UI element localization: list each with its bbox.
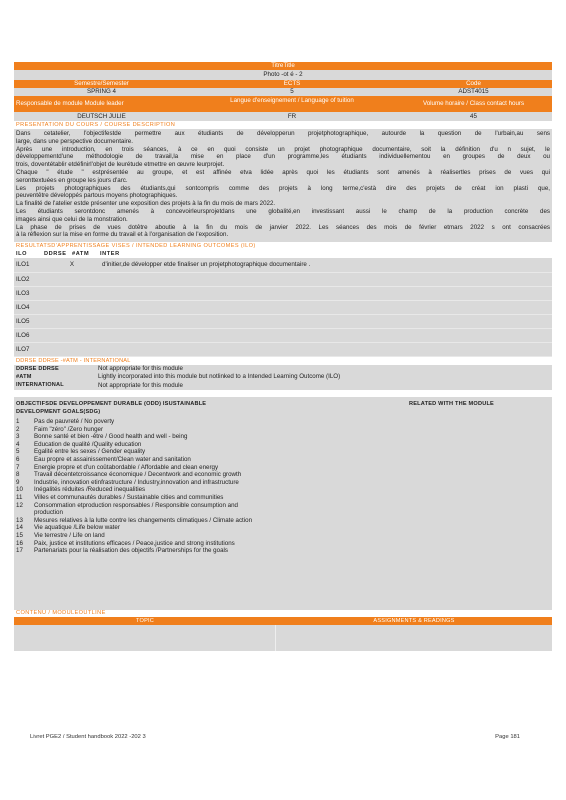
presentation-line: Chaque " étude " estprésentée au groupe, et est affinée etva lidée après quoi les étudiants sont amenés à réalisertles prises de vues qui [16,168,550,176]
col-ddrse: DDRSE [44,251,67,257]
presentation-line: images ainsi que celui de la monstration. [16,215,128,223]
sdg-text: Travail décentetcroissance économique / Decentwork and economic growth [34,471,242,479]
sdg-text: Vie terrestre / Life on land [34,531,105,539]
ilo-mark [42,273,102,286]
sdg-item [16,524,550,532]
sdg-item [16,426,550,434]
ilo-mark [42,315,102,328]
sdg-item [16,532,550,540]
sdg-number: 16 [16,539,23,547]
outline-body-row [14,625,552,651]
sdg-number: 9 [16,478,20,486]
ilo-columns-row [14,250,552,258]
sdg-item [16,509,550,517]
code-value: ADST4015 [458,88,489,95]
ects-value: 5 [290,88,294,95]
sdg-text: Energie propre et d'un coûtabordable / Affordable and clean energy [34,463,219,471]
sdg-item [16,517,550,525]
sdg-number: 5 [16,448,20,456]
presentation-line: large, dans une perspective documentaire. [16,137,133,145]
ilo-code: ILO5 [16,318,30,325]
ilo-text [102,329,552,342]
presentation-line: à la réflexion sur la mise en forme du travail et à l'organisation de l'exposition. [16,231,229,239]
ilo-row [14,273,552,287]
ilo-code: ILO7 [16,346,30,353]
ilo-mark [42,343,102,356]
ilo-table [14,258,552,357]
sdg-text: Consommation etproduction responsables / Responsible consumption and [34,501,238,509]
ilo-code: ILO1 [16,261,30,268]
col-inter: INTER [100,251,120,257]
footer-handbook: Livret PGE2 / Student handbook 2022 -202 3 [30,734,146,740]
ilo-text [102,273,552,286]
sdg-number: 7 [16,463,20,471]
sdg-number: 15 [16,531,23,539]
ddrse-label: DDRSE DDRSE [16,366,59,372]
ilo-row [14,315,552,329]
ilo-mark [42,329,102,342]
presentation-text [14,129,552,242]
volume-value: 45 [470,113,477,120]
sdg-number: 1 [16,418,20,425]
sdg-number: 13 [16,516,23,524]
subtitle-row [14,70,552,80]
sdg-item [16,471,550,479]
sdg-item [16,479,550,487]
sdg-item [16,464,550,472]
presentation-line: trois, doventétablir etdéfinirl'objet de leurétude etmettre en œuvre leurprojet. [16,161,225,169]
results-heading: RESULTATSD'APPRENTISSAGE VISES / INTENDED LEARNING OUTCOMES (ILO) [14,242,552,250]
sdg-text: Vie aquatique /Life below water [34,524,120,532]
sdg-text: Bonne santé et bien -être / Good health and well - being [34,433,188,441]
volume-label: Volume horaire / Class contact hours [422,100,525,107]
responsable-label: Responsable de module Module leader [16,100,124,107]
sdg-heading [16,400,206,416]
sdg-number [16,509,34,517]
outline-header-row [14,617,552,625]
sdg-number: 6 [16,455,20,463]
sdg-text: Industrie, innovation etinfrastructure / Industry,innovation and infrastructure [34,478,239,486]
spacer [14,390,552,397]
title-row [14,62,552,70]
footer-page-number: Page 181 [495,734,520,740]
assignments-label: ASSIGNMENTS & READINGS [373,618,455,624]
sdg-text: Partenariats pour la réalisation des objectifs /Partnerships for the goals [34,547,228,555]
ilo-row [14,287,552,301]
semester-value: SPRING 4 [87,88,116,95]
presentation-line: Dans cetatelier, l'objectifestde permettre aux étudiants de développerun projetphotographique, autourde la question de l'urbain,au sens [16,130,550,137]
sdg-number: 14 [16,524,23,532]
ddrse-label: INTERNATIONAL [16,382,64,388]
ddrse-table [14,365,552,390]
ilo-mark [42,287,102,300]
sdg-number: 11 [16,493,23,501]
presentation-heading: PRESENTATION DU COURS / COURSE DESCRIPTION [14,121,552,129]
sdg-item [16,502,550,510]
col-ilo: ILO [16,251,28,257]
ilo-text: d'initier,de développer etde finaliser un projetphotographique documentaire . [102,261,311,268]
ddrse-text: Not appropriate for this module [98,365,183,372]
sdg-text: Pas de pauvreté / No poverty [34,418,115,425]
course-subtitle: Photo -ot é - 2 [263,71,303,78]
staff-header-row [14,96,552,112]
staff-value-row [14,112,552,121]
sdg-text: Mesures relatives à la lutte contre les changements climatiques / Climate action [34,516,253,524]
sdg-item [16,456,550,464]
assignments-cell [276,625,552,651]
ects-label: ECTS [283,80,301,87]
ilo-code: ILO3 [16,290,30,297]
ilo-code: ILO6 [16,332,30,339]
sdg-text: Inégalités réduites /Reduced inequalities [34,486,146,494]
presentation-line: Les projets photographiques des étudiants,qui sontcompris comme des projets à long terme,c'està dire des projets de créat ion plasti que, [16,184,550,192]
ilo-text [102,301,552,314]
ilo-row [14,258,552,273]
sdg-item [16,486,550,494]
ilo-text [102,315,552,328]
presentation-line: peuventêtre développés partous moyens photographiques. [16,192,178,200]
sdg-related-heading: RELATED WITH THE MODULE [409,401,494,407]
sdg-heading-line2: DEVELOPMENT GOALS(SDG) [16,409,101,415]
sdg-text: production [34,509,63,517]
sdg-text: Faim "zéro" /Zero hunger [34,425,104,433]
language-value: FR [287,113,297,120]
ddrse-heading: DDRSE DDRSE -#ATM - INTERNATIONAL [14,357,552,365]
sdg-item [16,433,550,441]
presentation-line: Après une introduction, en trois séances, à ce en quoi consiste un projet photographique documentaire, soit la définition d'u n sujet, le [16,145,550,153]
sdg-table [14,397,552,610]
course-title: TitreTitle [271,62,295,69]
ddrse-row [14,365,552,373]
ilo-mark [42,301,102,314]
sdg-number: 12 [16,501,23,509]
sdg-item [16,540,550,548]
ddrse-text: Lightly incorporated into this module but notlinked to a Intended Learning Outcome (ILO) [98,373,341,380]
sdg-item [16,418,550,426]
ilo-text [102,287,552,300]
sdg-text: Eau propre et assainissement/Clean water and sanitation [34,455,191,463]
col-hatm: #ATM [72,251,90,257]
sdg-text: Education de qualité /Quality education [34,440,142,448]
sdg-item [16,494,550,502]
sdg-heading-line1: OBJECTIFSDE DEVELOPPEMENT DURABLE (ODD) ISUSTAINABLE [16,401,207,407]
ilo-code: ILO4 [16,304,30,311]
ilo-row [14,343,552,357]
sdg-number: 3 [16,433,20,441]
sdg-number: 10 [16,486,23,494]
sdg-number: 2 [16,425,20,433]
sdg-item [16,448,550,456]
contenu-heading: CONTENU / MODULEOUTLINE [14,610,552,617]
sdg-heading-row [16,400,550,416]
page-footer [30,734,520,740]
sdg-number: 8 [16,471,20,479]
ilo-row [14,329,552,343]
ddrse-text: Not appropriate for this module [98,382,183,389]
sdg-text: Paix, justice et institutions efficaces / Peace,justice and strong institutions [34,539,235,547]
ddrse-row [14,373,552,381]
ddrse-row [14,381,552,390]
sdg-item [16,547,550,555]
presentation-line: Les étudiants serontdonc amenés à concevoirleursprojetdans une globalité,en investissant aussi le champ de la production concrète des [16,207,550,215]
info-value-row [14,88,552,96]
sdg-text: Egalité entre les sexes / Gender equality [34,448,146,456]
topic-cell [14,625,276,651]
ilo-code: ILO2 [16,276,30,283]
ilo-mark: X [69,261,75,268]
presentation-line: seronttextuées en groupe les jours d'arc. [16,176,128,184]
presentation-line: La phase de prises de vues dotêtre aboutie à la fin du mois de janvier 2022. Les séances des mois de février etmars 2022 s ont consacrées [16,223,550,231]
course-sheet [14,62,552,651]
sdg-number: 4 [16,440,20,448]
presentation-line: développementd'une méthodologie de travail,la mise en place d'un programme,les étudiants individuellementou en groupes de deux ou [16,153,550,161]
responsable-value: DEUTSCH JULIE [77,113,126,120]
ilo-row [14,301,552,315]
sdg-text: Villes et communautés durables / Sustainable cities and communities [34,493,224,501]
info-header-row [14,80,552,88]
ddrse-label: #ATM [16,374,32,380]
sdg-item [16,441,550,449]
code-label: Code [466,80,481,87]
semester-label: Semestre/Semester [74,80,129,87]
presentation-line: La finalité de l'atelier estde présenter une exposition des projets à la fin du mois de mars 2022. [16,200,276,208]
ilo-text [102,343,552,356]
language-label: Langue d'enseignement / Language of tuition [230,96,354,104]
topic-label: TOPIC [136,618,154,624]
sdg-number: 17 [16,547,23,555]
